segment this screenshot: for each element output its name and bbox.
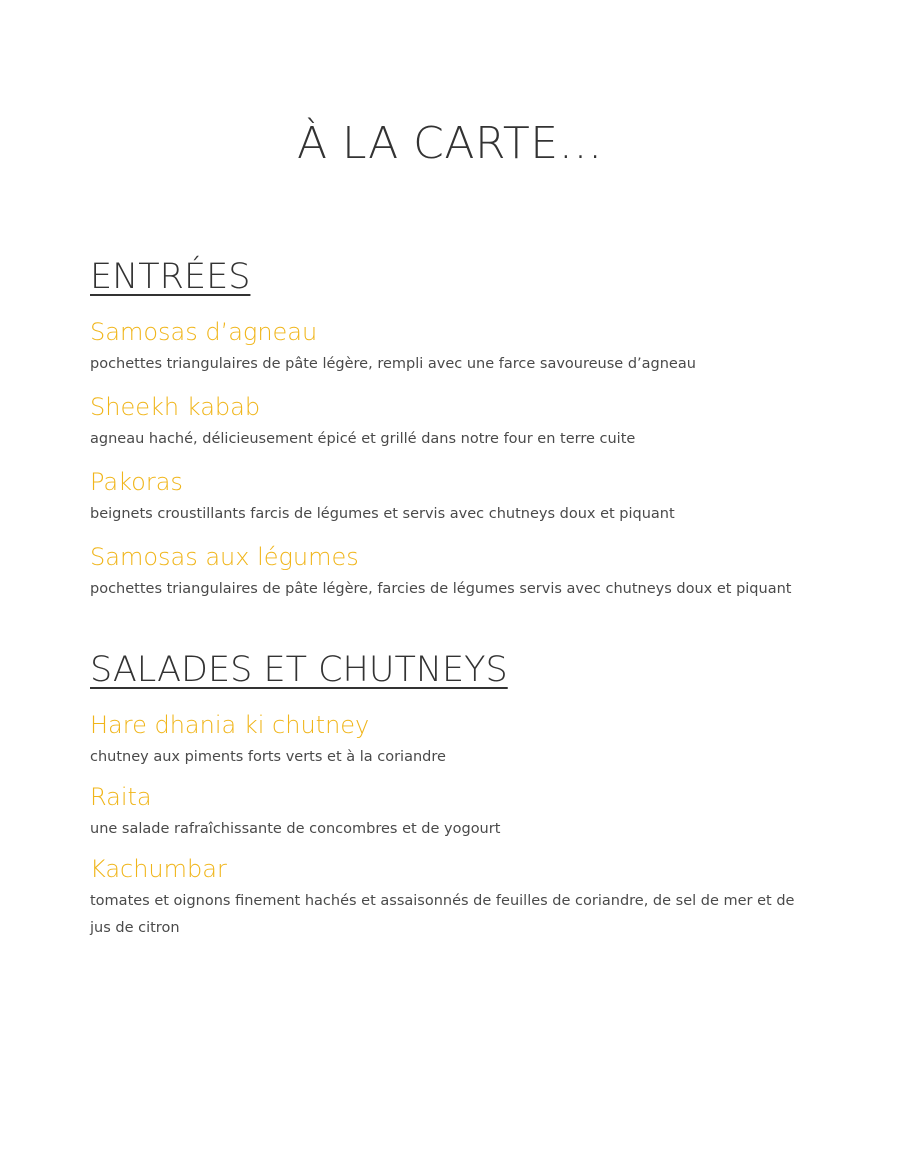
menu-item-name: Raita bbox=[90, 783, 152, 811]
menu-item-name: Samosas d’agneau bbox=[90, 318, 318, 346]
menu-item-name: Kachumbar bbox=[90, 855, 227, 883]
menu-item-description: agneau haché, délicieusement épicé et grillé dans notre four en terre cuite bbox=[90, 431, 636, 447]
menu-list-salades-chutneys bbox=[90, 710, 810, 942]
menu-item-name: Samosas aux légumes bbox=[90, 543, 359, 571]
menu-item-name: Sheekh kabab bbox=[90, 393, 261, 421]
menu-item bbox=[90, 392, 810, 453]
section-entrees bbox=[90, 254, 810, 603]
menu-item bbox=[90, 710, 810, 771]
menu-item bbox=[90, 317, 810, 378]
section-heading-entrees: ENTRÉES bbox=[90, 257, 251, 297]
section-salades-chutneys bbox=[90, 647, 810, 942]
section-heading-salades-chutneys: SALADES ET CHUTNEYS bbox=[90, 650, 508, 690]
menu-item-description: une salade rafraîchissante de concombres et de yogourt bbox=[90, 821, 501, 837]
page-title: À LA CARTE… bbox=[296, 118, 604, 169]
menu-item-description: beignets croustillants farcis de légumes et servis avec chutneys doux et piquant bbox=[90, 506, 675, 522]
menu-item bbox=[90, 542, 810, 603]
menu-item bbox=[90, 782, 810, 843]
menu-item-description: pochettes triangulaires de pâte légère, farcies de légumes servis avec chutneys doux et piquant bbox=[90, 581, 792, 597]
menu-item bbox=[90, 854, 810, 942]
menu-item-description: pochettes triangulaires de pâte légère, rempli avec une farce savoureuse d’agneau bbox=[90, 356, 696, 372]
menu-item-description: chutney aux piments forts verts et à la coriandre bbox=[90, 749, 446, 765]
menu-item bbox=[90, 467, 810, 528]
menu-item-name: Pakoras bbox=[90, 468, 183, 496]
menu-item-name: Hare dhania ki chutney bbox=[90, 711, 370, 739]
menu-item-description: tomates et oignons finement hachés et assaisonnés de feuilles de coriandre, de sel de mer et de jus de citron bbox=[90, 893, 795, 936]
menu-list-entrees bbox=[90, 317, 810, 603]
